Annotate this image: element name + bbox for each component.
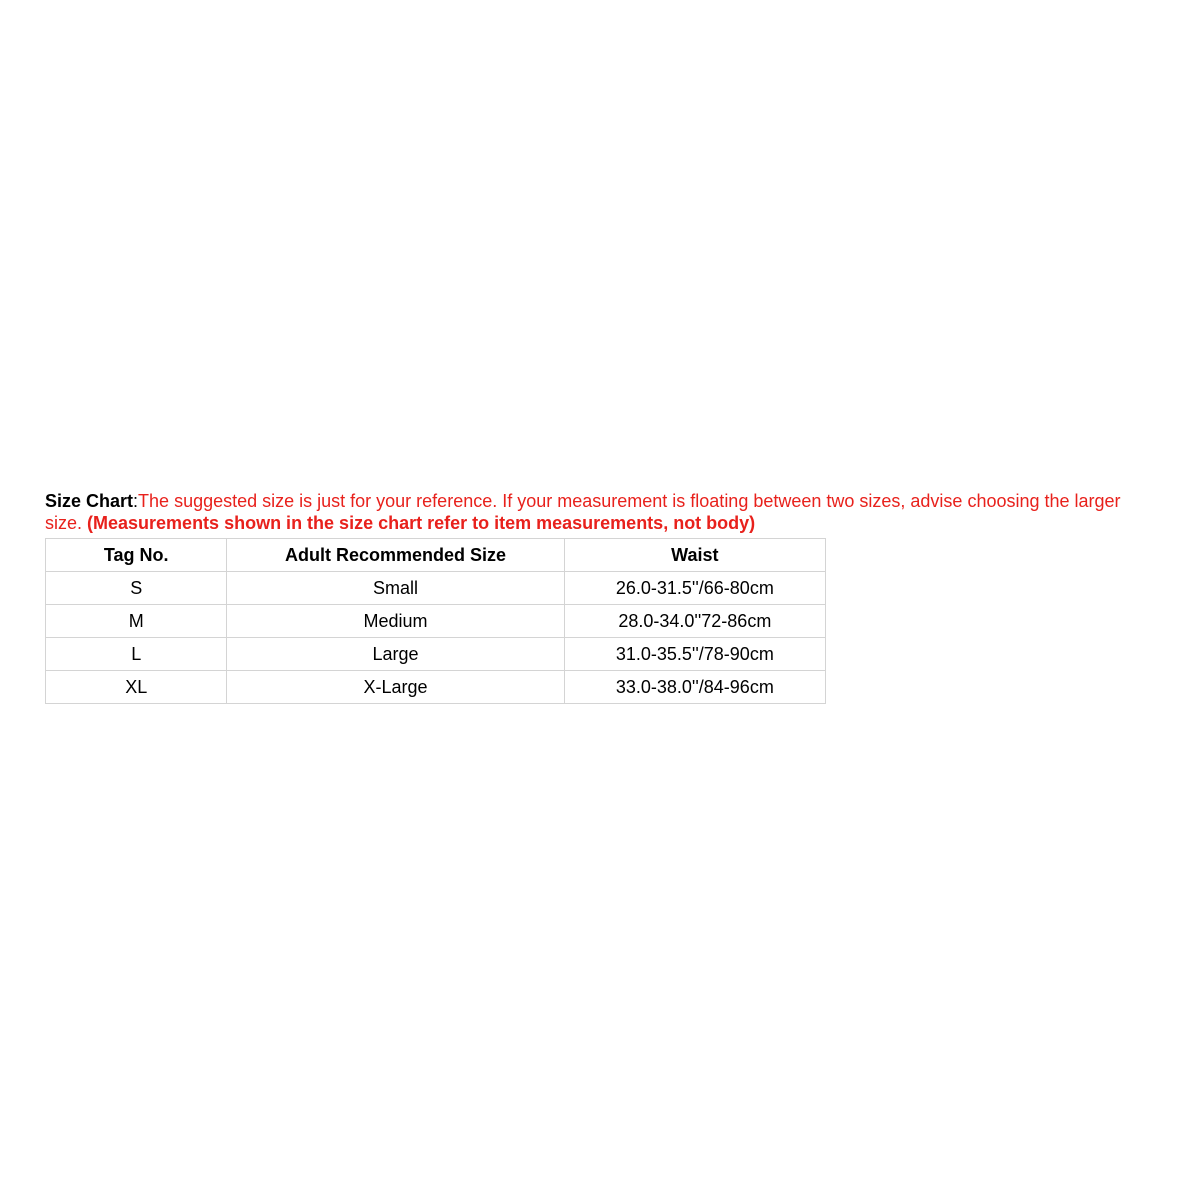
cell-tag: L xyxy=(46,638,227,671)
size-chart-section xyxy=(45,490,1155,704)
cell-size: X-Large xyxy=(227,671,564,704)
size-chart-label: Size Chart xyxy=(45,491,134,511)
cell-waist: 31.0-35.5''/78-90cm xyxy=(564,638,825,671)
table-row xyxy=(46,638,826,671)
size-chart-intro xyxy=(45,490,1155,534)
table-row xyxy=(46,572,826,605)
cell-tag: XL xyxy=(46,671,227,704)
cell-size: Small xyxy=(227,572,564,605)
cell-tag: S xyxy=(46,572,227,605)
header-waist: Waist xyxy=(564,539,825,572)
cell-size: Large xyxy=(227,638,564,671)
size-chart-label-separator: : xyxy=(133,491,139,511)
cell-size: Medium xyxy=(227,605,564,638)
size-table xyxy=(45,538,826,704)
cell-waist: 26.0-31.5''/66-80cm xyxy=(564,572,825,605)
table-row xyxy=(46,605,826,638)
cell-tag: M xyxy=(46,605,227,638)
cell-waist: 28.0-34.0''72-86cm xyxy=(564,605,825,638)
header-recommended-size: Adult Recommended Size xyxy=(227,539,564,572)
header-tag-no: Tag No. xyxy=(46,539,227,572)
table-row xyxy=(46,671,826,704)
size-chart-note-bold: (Measurements shown in the size chart refer to item measurements, not body) xyxy=(87,513,756,533)
table-header-row xyxy=(46,539,826,572)
cell-waist: 33.0-38.0''/84-96cm xyxy=(564,671,825,704)
size-chart-note: The suggested size is just for your reference. If your measurement is floating between two sizes, advise choosing the larger size. xyxy=(45,491,1121,533)
